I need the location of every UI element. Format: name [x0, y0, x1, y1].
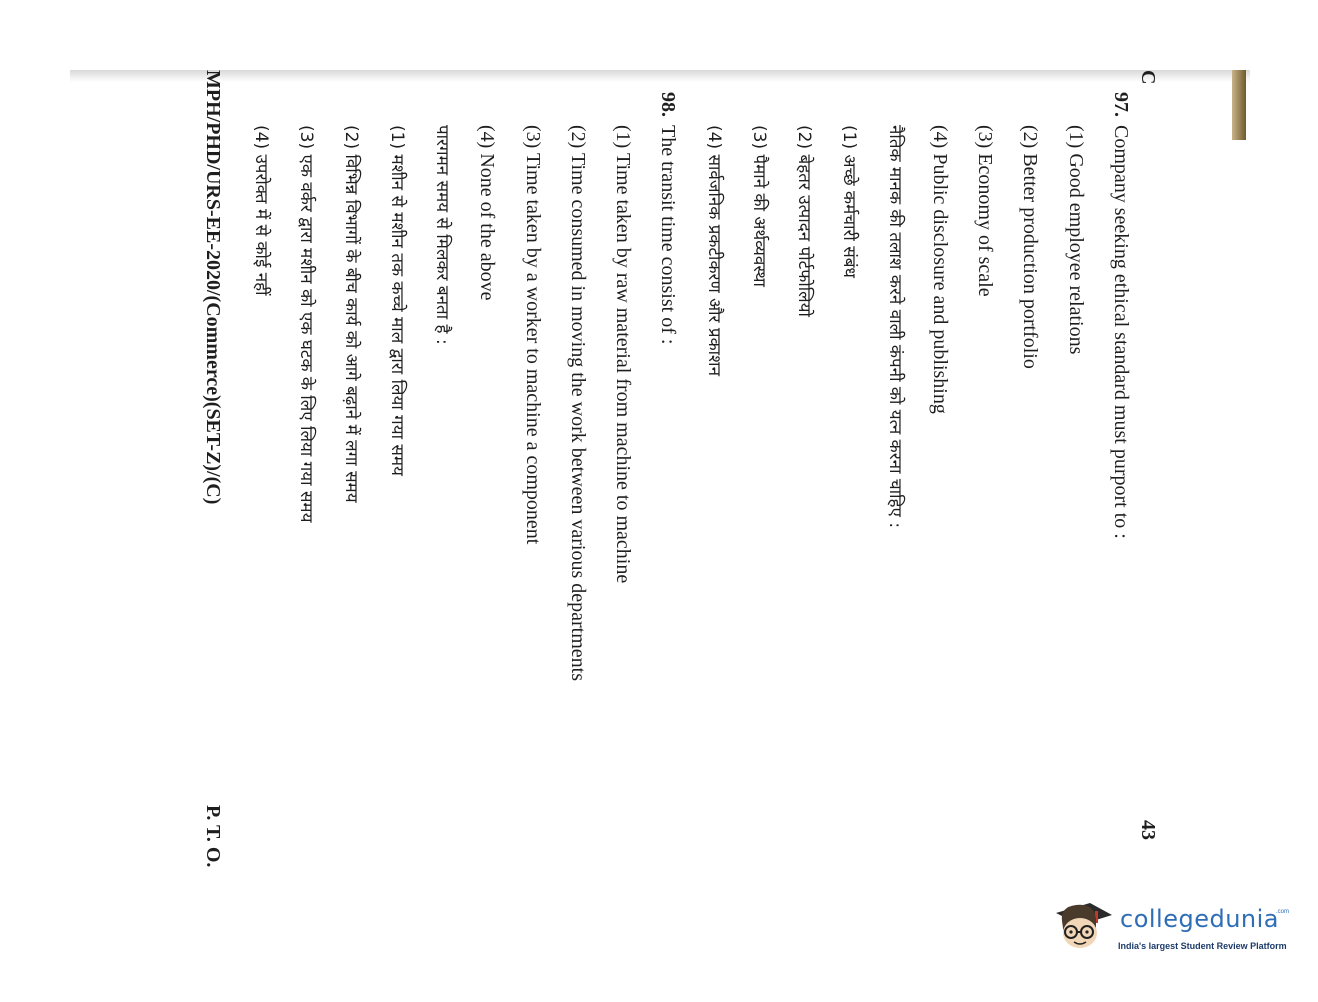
question-number-98: 98.	[657, 92, 679, 117]
q98-option-4: (4) None of the above	[476, 125, 498, 301]
q98-option-2: (2) Time consumed in moving the work between various departments	[567, 125, 589, 682]
page-turn-note: P. T. O.	[202, 805, 224, 868]
question-98-text-hindi: पारगमन समय से मिलकर बनता है :	[432, 125, 452, 345]
q98-option-2-hindi: (2) विभिन्न विभागों के बीच कार्य को आगे बढ़ाने में लगा समय	[341, 125, 361, 503]
exam-page	[30, 70, 1160, 890]
logo-tagline: India's largest Student Review Platform	[1118, 941, 1287, 951]
section-letter: C	[1137, 70, 1159, 85]
q98-option-1-hindi: (1) मशीन से मशीन तक कच्चे माल द्वारा लिया गया समय	[387, 125, 407, 476]
question-97-text-hindi: नैतिक मानक की तलाश करने वाली कंपनी को यत्न करना चाहिए :	[885, 125, 905, 529]
q97-option-4: (4) Public disclosure and publishing	[929, 125, 951, 414]
logo-domain: .com	[1276, 909, 1290, 915]
q98-option-4-hindi: (4) उपरोक्त में से कोई नहीं	[251, 125, 271, 296]
collegedunia-logo	[1050, 895, 1290, 965]
q97-option-1: (1) Good employee relations	[1065, 125, 1087, 355]
question-number-97: 97.	[1110, 92, 1132, 117]
q97-option-3-hindi: (3) पैमाने की अर्थव्यवस्था	[749, 125, 769, 287]
paper-code: MPH/PHD/URS-EE-2020/(Commerce)(SET-Z)/(C)	[202, 70, 224, 505]
q97-option-3: (3) Economy of scale	[974, 125, 996, 297]
q97-option-2-hindi: (2) बेहतर उत्पादन पोर्टफोलियो	[794, 125, 814, 317]
q97-option-1-hindi: (1) अच्छे कर्मचारी संबंध	[839, 125, 859, 278]
scan-edge-binding	[1232, 70, 1246, 140]
q97-option-4-hindi: (4) सार्वजनिक प्रकटीकरण और प्रकाशन	[704, 125, 724, 377]
logo-wordmark: collegedunia	[1120, 905, 1280, 933]
mascot-icon	[1050, 895, 1120, 957]
q98-option-3-hindi: (3) एक वर्कर द्वारा मशीन को एक घटक के लिए लिया गया समय	[296, 125, 316, 523]
page-number: 43	[1137, 820, 1159, 840]
q98-option-1: (1) Time taken by raw material from machine to machine	[612, 125, 634, 584]
question-97-text: Company seeking ethical standard must purport to :	[1110, 125, 1132, 539]
question-98-text: The transit time consist of :	[657, 125, 679, 345]
q98-option-3: (3) Time taken by a worker to machine a component	[522, 125, 544, 545]
q97-option-2: (2) Better production portfolio	[1019, 125, 1041, 369]
